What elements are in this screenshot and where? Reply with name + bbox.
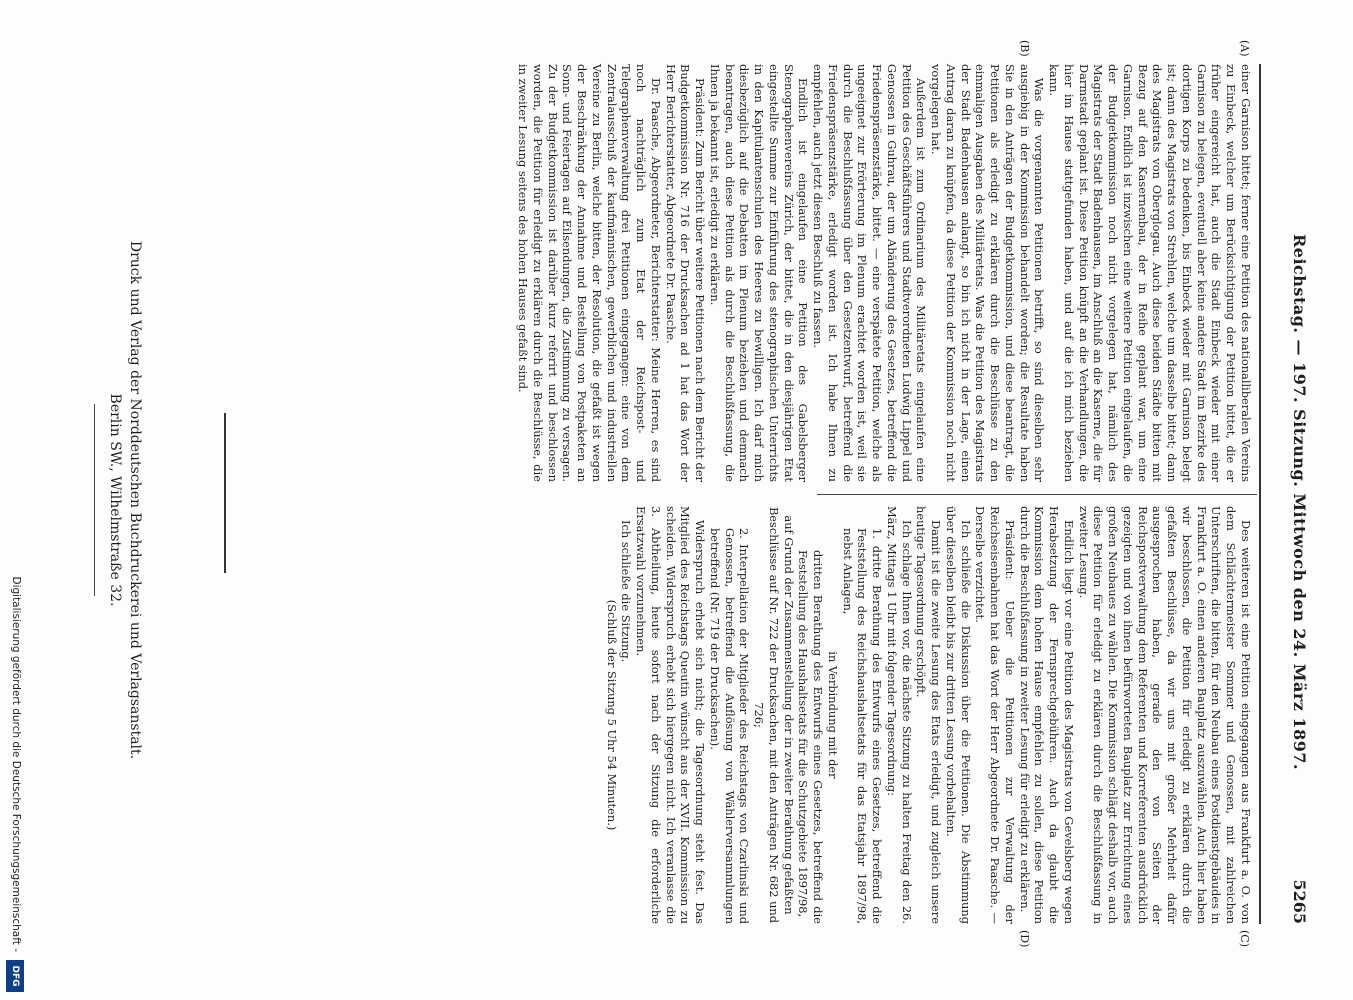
right-paragraph: Ich schließe die Diskussion über die Petitionen. Die Abstimmung über dieselben bleibt bis zur dritten Lesung vorbehalten.	[944, 506, 973, 924]
right-paragraph: 2. Interpellation der Mitglieder des Reichstags von Czarlinski und Genossen, betreffend die Auflösung von Wählerversammlungen betreffend (Nr. 719 der Drucksachen).	[708, 528, 752, 924]
column-divider	[817, 494, 1257, 495]
right-paragraph: in Verbindung mit der	[826, 651, 840, 779]
left-paragraph: Dr. Paasche, Abgeordneter, Berichterstatter: Meine Herren, es sind noch nachträglich zum Etat der Reichspost- und Telegraphenverwaltung drei Petitionen eingegangen: eine von dem Zentralausschuß der kaufmännischen, gewerblichen und industriellen Vereine zu Berlin, welche bitten, der Resolution, die gefaßt ist wegen der Beschränkung der Annahme und Bestellung von Postpaketen an Sonn- und Feiertagen auf Eilsendungen, die Zustimmung zu versagen. Zu der Budgetkommission ist darüber kurz referirt und beschlossen worden, die Petition für erledigt zu erklären durch die Beschlüsse, die in zweiter Lesung seitens des hohen Hauses gefaßt sind.	[516, 64, 663, 482]
right-paragraph: Damit ist die zweite Lesung des Etats erledigt, und zugleich unsere heutige Tagesordnung erschöpft.	[914, 506, 944, 924]
left-paragraph: Präsident: Zum Bericht über weitere Petitionen nach dem Bericht der Budgetkommission Nr. 716 der Drucksachen ad 1 hat das Wort der Herr Berichterstatter, Abgeordnete Dr. Paasche.	[663, 64, 708, 483]
margin-letter-b: (B)	[1018, 40, 1031, 57]
page-number: 5265	[1290, 879, 1309, 924]
margin-letter-d: (D)	[1018, 930, 1031, 948]
right-paragraph: Des weiteren ist eine Petition eingegangen aus Frankfurt a. O. von dem Schlächtermeister Sommer und Genossen, mit zahlreichen Unterschriften, die bitten, für den Neubau eines Postdienstgebäudes in Frankfurt a. O. einen anderen Bauplatz auszuwählen. Auch hier haben wir beschlossen, die Petition für erledigt zu erklären durch die gefaßten Beschlüsse, da wir uns mit großer Mehrheit dafür ausgesprochen haben, gerade den von Seiten der Reichspostverwaltung dem Referenten und Korreferenten ausdrücklich gezeigten und von ihnen befürworteten Bauplatz zur Errichtung eines großen Neubaues zu wählen. Die Kommission schlägt deshalb vor, auch diese Petition für erledigt zu erklären durch die Beschlußfassung in zweiter Lesung.	[1076, 506, 1253, 924]
right-paragraph: Ich schlage Ihnen vor, die nächste Sitzung zu halten Freitag den 26. März, Mittags 1 Uhr mit folgender Tagesordnung:	[885, 506, 914, 924]
right-paragraph: 1. dritte Berathung des Entwurfs eines Gesetzes, betreffend die Feststellung des Reichshaushaltsetats für das Etatsjahr 1897/98, nebst Anlagen,	[840, 528, 885, 924]
right-paragraph: Präsident: Ueber die Petitionen zur Verwaltung der Reichseisenbahnen hat das Wort der Herr Abgeordnete Dr. Paasche. — Derselbe verzichtet.	[973, 506, 1017, 924]
imprint	[105, 0, 145, 1000]
right-paragraph: dritten Berathung des Entwurfs eines Gesetzes, betreffend die Feststellung des Haushaltsetats für die Schutzgebiete 1897/98,	[796, 550, 826, 924]
text-column-right	[604, 506, 1253, 924]
left-paragraph: einer Garnison bittet; ferner eine Petition des nationalliberalen Vereins zu Einbeck, welcher um Berücksichtigung der Petition bittet, die er früher eingereicht hat, auch die Stadt Einbeck wieder mit einer Garnison zu belegen, eventuell aber keine andere Stadt im Bezirke des dortigen Korps zu bedenken, bis Einbeck wieder mit Garnison belegt ist; dann des Magistrats von Strehlen, welche um dasselbe bittet; dann des Magistrats von Oberglogau. Auch diese beiden Städte bitten mit Bezug auf den Kasernenbau, der in Reihe geplant war, um eine Garnison. Endlich ist inzwischen eine weitere Petition eingelaufen, die der Budgetkommission noch nicht vorgelegen hat, nämlich des Magistrats der Stadt Badenhausen, im Anschluß an die Kaserne, die für Darmstadt geplant ist. Diese Petition knüpft an die Verhandlungen, die hier im Hause stattgefunden haben, und auf die ich mich beziehen kann.	[1047, 64, 1253, 482]
margin-letter-a: (A)	[1238, 40, 1251, 57]
imprint-line-2: Berlin SW., Wilhelmstraße 32.	[107, 393, 123, 607]
dfg-logo: DFG	[6, 960, 24, 992]
left-paragraph: Endlich ist eingelaufen eine Petition des Gabelsberger Stenographenvereins Zürich, der bittet, die in den diesjährigen Etat eingestellte Summe zur Einführung des stenographischen Unterrichts in den Kapitulantenschulen des Heeres zu bewilligen. Ich darf mich diesbezüglich auf die Debatten im Plenum beziehen und demnach beantragen, auch diese Petition als durch die Beschlußfassung, die Ihnen ja bekannt ist, erledigt zu erklären.	[708, 64, 811, 482]
right-paragraph: auf Grund der Zusammenstellung der in zweiter Berathung gefaßten Beschlüsse auf Nr. 722 der Drucksachen, mit den Anträgen Nr. 682 und 726;	[752, 506, 796, 924]
separator-line	[224, 413, 226, 573]
imprint-line-1: Druck und Verlag der Norddeutschen Buchdruckerei und Verlagsanstalt.	[127, 240, 143, 760]
left-paragraph: Außerdem ist zum Ordinarium des Militäretats eingelaufen eine Petition des Geschäftsführers und Stadtverordneten Ludwig Lippel und Genossen in Guhrau, der um Abänderung des Gesetzes, betreffend die Friedenspräsenzstärke, bittet. — eine verspätete Petition, welche als ungeeignet zur Erörterung im Plenum erachtet worden ist, weil sie durch die Beschlußfassung über den Gesetzentwurf, betreffend die Friedenspräsenzstärke, erledigt worden ist. Ich habe Ihnen zu empfehlen, auch jetzt diesen Beschluß zu fassen.	[811, 64, 929, 482]
page-header	[1283, 64, 1309, 924]
imprint-rule	[94, 404, 95, 596]
right-paragraph: Endlich liegt vor eine Petition des Magistrats von Gevelsberg wegen Herabsetzung der Fernsprechgebühren. Auch da glaubt die Kommission dem hohen Hause empfehlen zu sollen, diese Petition durch die Beschlußfassung in zweiter Lesung für erledigt zu erklären.	[1017, 506, 1076, 924]
text-column-left	[516, 64, 1253, 483]
header-title: Reichstag. — 197. Sitzung. Mittwoch den 24. März 1897.	[1290, 234, 1309, 771]
digitization-credit	[0, 0, 30, 1000]
right-paragraph: (Schluß der Sitzung 5 Uhr 54 Minuten.)	[604, 599, 619, 831]
left-paragraph: Was die vorgenannten Petitionen betrifft, so sind dieselben sehr ausgiebig in der Kommission behandelt worden; die Resultate haben Sie in den Anträgen der Budgetkommission, und diese beantragt, die Petitionen als erledigt zu erklären durch die Beschlüsse zu den einmaligen Ausgaben des Militäretats. Was die Petition des Magistrats der Stadt Badenhausen anlangt, so bin ich nicht in der Lage, einen Antrag daran zu knüpfen, da diese Petition der Kommission noch nicht vorgelegen hat.	[929, 64, 1047, 482]
margin-letter-c: (C)	[1238, 930, 1251, 947]
right-paragraph: Ich schließe die Sitzung.	[619, 520, 634, 663]
header-rule	[1259, 64, 1261, 924]
right-paragraph: Widerspruch erhebt sich nicht; die Tagesordnung steht fest. Das Mitglied des Reichstags Queutin wünscht aus der XVII. Kommission zu scheiden. Widerspruch erhebt sich hiergegen nicht. Ich veranlasse die 3. Abtheilung, heute sofort nach der Sitzung die erforderliche Ersatzwahl vorzunehmen.	[634, 506, 708, 924]
credit-text: Digitalisierung gefördert durch die Deutsche Forschungsgemeinschaft -	[10, 576, 22, 952]
